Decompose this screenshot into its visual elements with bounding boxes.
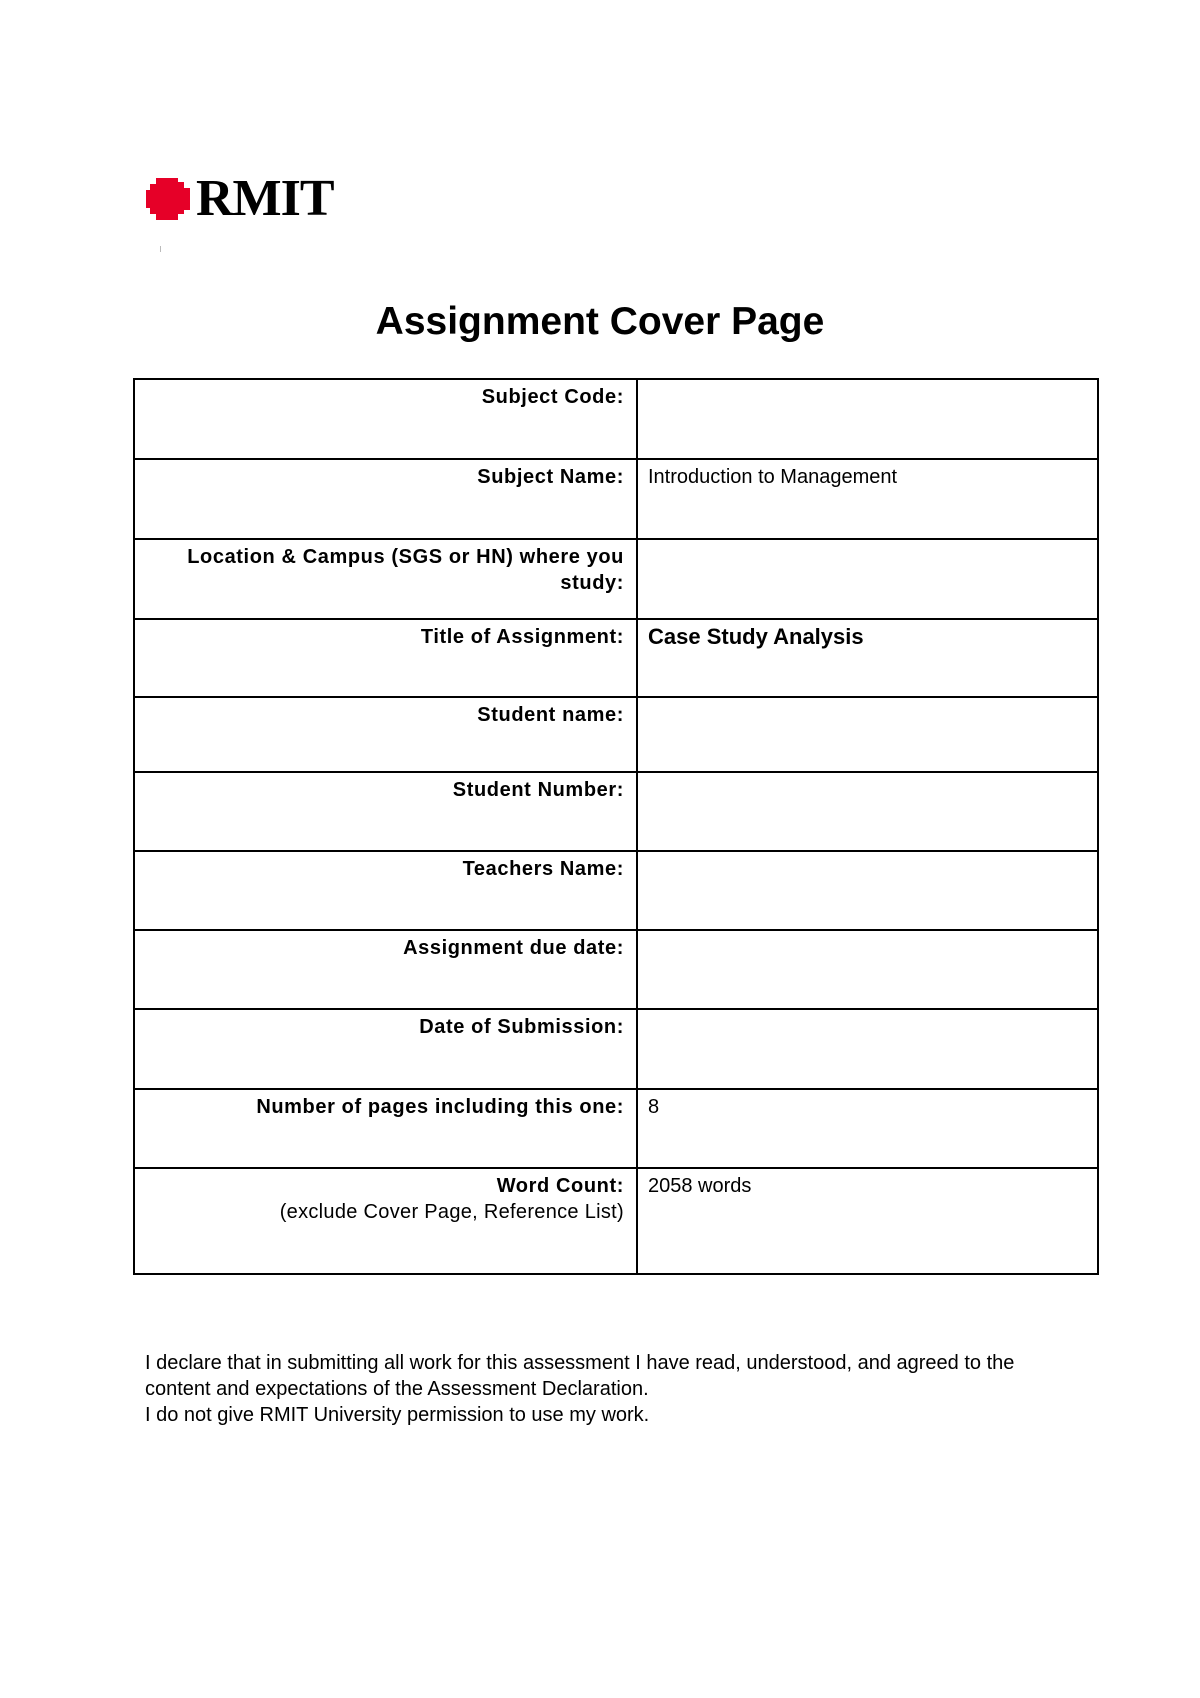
- logo-text: RMIT: [196, 170, 334, 227]
- form-value-subject-code[interactable]: [637, 379, 1098, 459]
- form-row-student-name: [134, 697, 1098, 772]
- cover-form-table: [133, 378, 1099, 1275]
- form-row-submission-date: [134, 1009, 1098, 1089]
- form-row-due-date: [134, 930, 1098, 1009]
- form-label-assignment-title: Title of Assignment:: [134, 619, 637, 697]
- form-label-word-count: [134, 1168, 637, 1274]
- declaration: [145, 1350, 1085, 1428]
- form-value-student-number[interactable]: [637, 772, 1098, 851]
- form-value-due-date[interactable]: [637, 930, 1098, 1009]
- form-row-subject-name: [134, 459, 1098, 539]
- form-row-location-campus: [134, 539, 1098, 619]
- form-value-submission-date[interactable]: [637, 1009, 1098, 1089]
- form-value-word-count[interactable]: 2058 words: [637, 1168, 1098, 1274]
- word-count-sublabel: (exclude Cover Page, Reference List): [279, 1201, 624, 1223]
- form-label-submission-date: Date of Submission:: [134, 1009, 637, 1089]
- form-label-due-date: Assignment due date:: [134, 930, 637, 1009]
- form-row-word-count: [134, 1168, 1098, 1274]
- form-row-assignment-title: [134, 619, 1098, 697]
- form-row-subject-code: [134, 379, 1098, 459]
- page-title: Assignment Cover Page: [375, 300, 825, 343]
- form-value-location-campus[interactable]: [637, 539, 1098, 619]
- form-row-teachers-name: [134, 851, 1098, 930]
- form-label-subject-name: Subject Name:: [134, 459, 637, 539]
- form-value-page-count[interactable]: 8: [637, 1089, 1098, 1168]
- declaration-line-2: I do not give RMIT University permission to use my work.: [145, 1404, 650, 1426]
- form-value-teachers-name[interactable]: [637, 851, 1098, 930]
- rmit-logo: [146, 168, 334, 230]
- form-label-subject-code: Subject Code:: [134, 379, 637, 459]
- form-label-location-campus: Location & Campus (SGS or HN) where you study:: [134, 539, 637, 619]
- form-label-page-count: Number of pages including this one:: [134, 1089, 637, 1168]
- form-label-teachers-name: Teachers Name:: [134, 851, 637, 930]
- form-value-student-name[interactable]: [637, 697, 1098, 772]
- word-count-label: Word Count:: [496, 1175, 624, 1197]
- form-row-student-number: [134, 772, 1098, 851]
- rmit-pixel-icon: [146, 176, 192, 222]
- form-row-page-count: [134, 1089, 1098, 1168]
- form-label-student-number: Student Number:: [134, 772, 637, 851]
- declaration-line-1: I declare that in submitting all work for this assessment I have read, understood, and agreed to the content and expectations of the Assessment Declaration.: [145, 1352, 1015, 1400]
- form-value-assignment-title[interactable]: Case Study Analysis: [637, 619, 1098, 697]
- form-label-student-name: Student name:: [134, 697, 637, 772]
- tiny-mark: [160, 246, 161, 252]
- form-value-subject-name[interactable]: Introduction to Management: [637, 459, 1098, 539]
